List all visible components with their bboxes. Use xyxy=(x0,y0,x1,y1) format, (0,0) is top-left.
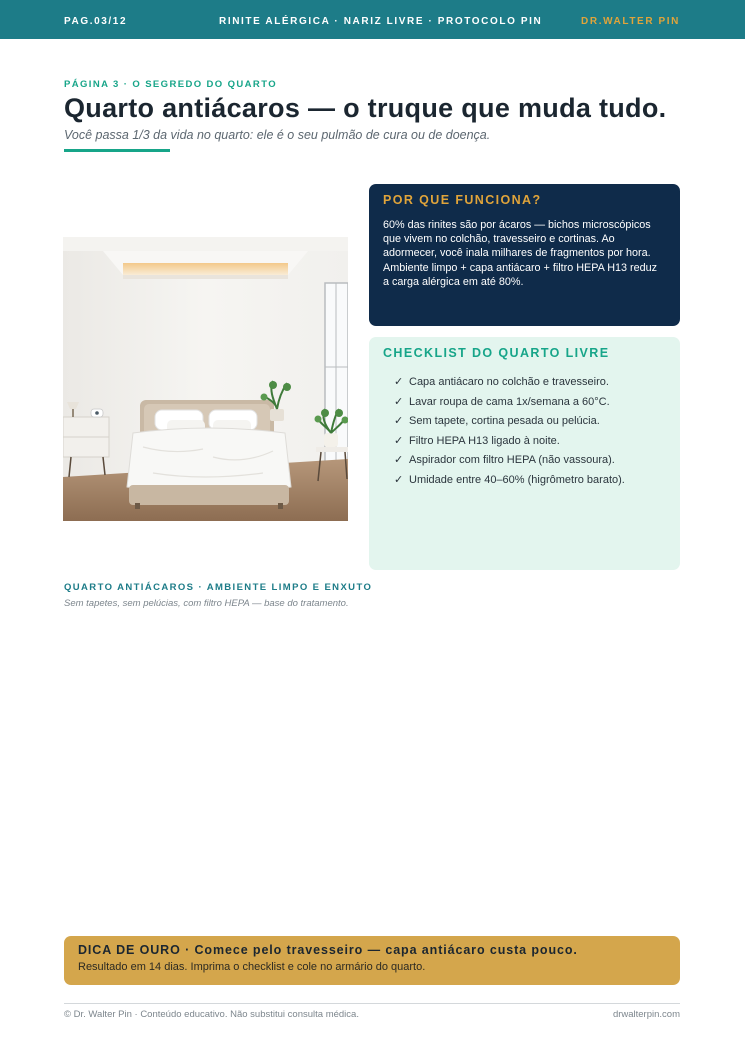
check-icon: ✓ xyxy=(394,395,404,408)
checklist-item-text: Lavar roupa de cama 1x/semana a 60°C. xyxy=(409,395,610,408)
checklist-list xyxy=(383,373,666,490)
checklist-heading: CHECKLIST DO QUARTO LIVRE xyxy=(383,346,610,360)
checklist-item-text: Umidade entre 40–60% (higrômetro barato). xyxy=(409,473,625,486)
checklist-card xyxy=(369,337,680,570)
checklist-item xyxy=(394,373,666,393)
page-subtitle: Você passa 1/3 da vida no quarto: ele é o seu pulmão de cura ou de doença. xyxy=(64,128,491,142)
checklist-item xyxy=(394,412,666,432)
section-eyebrow: PÁGINA 3 · O SEGREDO DO QUARTO xyxy=(64,79,278,90)
bedroom-photo xyxy=(63,237,348,521)
checklist-item xyxy=(394,393,666,413)
footer-website: drwalterpin.com xyxy=(612,1009,680,1020)
checklist-item-text: Sem tapete, cortina pesada ou pelúcia. xyxy=(409,415,600,427)
header-bar xyxy=(0,0,745,39)
check-icon: ✓ xyxy=(394,415,404,427)
why-it-works-card xyxy=(369,184,680,326)
tip-heading: DICA DE OURO · Comece pelo travesseiro — capa antiácaro custa pouco. xyxy=(78,943,578,957)
checklist-item-text: Filtro HEPA H13 ligado à noite. xyxy=(409,434,560,447)
author-name: DR.WALTER PIN xyxy=(581,16,680,27)
series-title: RINITE ALÉRGICA · NARIZ LIVRE · PROTOCOLO PIN xyxy=(219,16,543,27)
footer-divider xyxy=(64,1003,680,1004)
checklist-item-text: Capa antiácaro no colchão e travesseiro. xyxy=(409,376,609,388)
page-title: Quarto antiácaros — o truque que muda tudo. xyxy=(64,93,667,123)
checklist-item xyxy=(394,432,666,452)
check-icon: ✓ xyxy=(394,473,404,486)
title-underline xyxy=(64,149,170,152)
tip-text: Resultado em 14 dias. Imprima o checklist e cole no armário do quarto. xyxy=(78,961,426,973)
photo-caption-heading: QUARTO ANTIÁCAROS · AMBIENTE LIMPO E ENXUTO xyxy=(64,582,373,593)
checklist-item-text: Aspirador com filtro HEPA (não vassoura). xyxy=(409,454,615,466)
photo-caption-text: Sem tapetes, sem pelúcias, com filtro HEPA — base do tratamento. xyxy=(64,598,349,609)
checklist-item xyxy=(394,471,666,491)
check-icon: ✓ xyxy=(394,434,404,447)
why-card-body: 60% das rinites são por ácaros — bichos microscópicos que vivem no colchão, travesseiro e cortinas. Ao adormecer, você inala milhares de fragmentos por hora. Ambiente limpo + capa antiácaro + filtro HEPA H13 reduz a carga alérgica em até 80%. xyxy=(383,219,658,288)
bedroom-illustration xyxy=(63,237,348,521)
why-card-heading: POR QUE FUNCIONA? xyxy=(383,193,542,207)
checklist-item xyxy=(394,451,666,471)
footer-disclaimer: © Dr. Walter Pin · Conteúdo educativo. Não substitui consulta médica. xyxy=(64,1009,359,1020)
check-icon: ✓ xyxy=(394,376,404,388)
check-icon: ✓ xyxy=(394,454,404,466)
page-number: PAG.03/12 xyxy=(64,16,128,27)
golden-tip-box xyxy=(64,936,680,985)
